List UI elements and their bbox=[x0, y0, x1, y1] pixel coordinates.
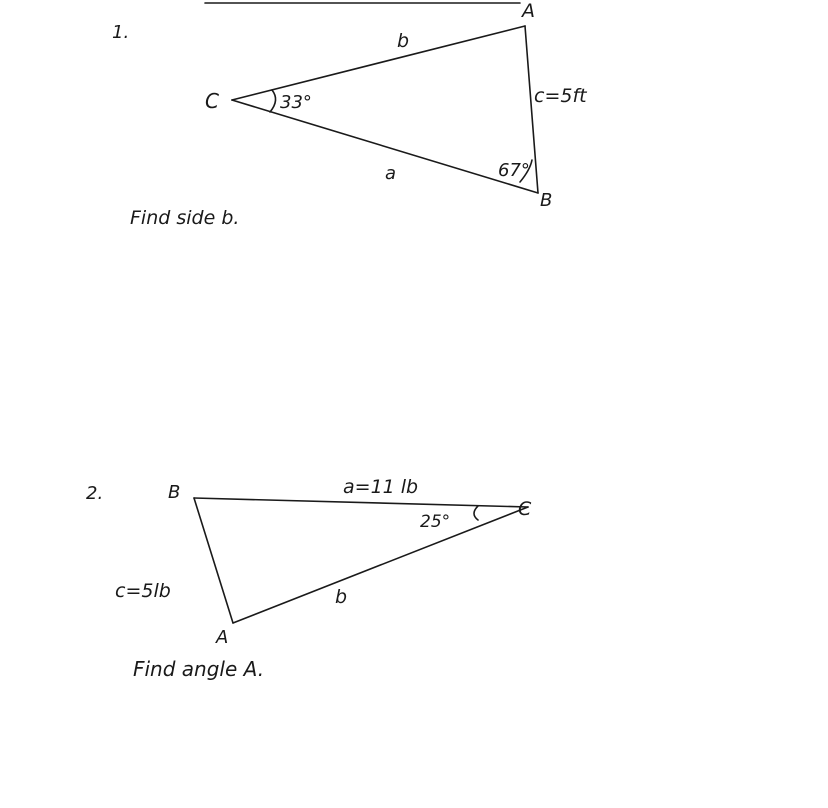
problem-2-number: 2. bbox=[86, 483, 104, 504]
problem-1-side-b-label: b bbox=[397, 30, 410, 52]
problem-2-vertex-a: A bbox=[216, 627, 229, 648]
problem-1-angle-b-label: 67° bbox=[498, 160, 530, 181]
problem-2 bbox=[86, 476, 532, 681]
problem-2-side-c-label: c=5lb bbox=[115, 580, 171, 602]
problem-2-side-c-line bbox=[194, 498, 233, 623]
problem-1-side-a-label: a bbox=[385, 163, 397, 184]
problem-2-side-b-label: b bbox=[335, 586, 348, 608]
problem-2-vertex-b: B bbox=[168, 482, 181, 503]
problem-1-vertex-a: A bbox=[522, 0, 535, 22]
problem-1-vertex-c: C bbox=[205, 89, 219, 113]
problem-1-angle-c-label: 33° bbox=[280, 92, 312, 113]
problem-1-prompt: Find side b. bbox=[130, 207, 240, 229]
problem-2-vertex-c: C bbox=[518, 498, 532, 520]
problem-1-angle-c-arc bbox=[270, 90, 276, 112]
problem-2-angle-c-arc bbox=[474, 506, 478, 520]
problem-1-vertex-b: B bbox=[540, 190, 553, 211]
problem-1-side-b-line bbox=[232, 26, 525, 100]
problem-2-side-b-line bbox=[233, 507, 528, 623]
problem-1-side-c-label: c=5ft bbox=[534, 85, 587, 107]
problem-1 bbox=[112, 0, 588, 229]
problem-1-number: 1. bbox=[112, 22, 130, 43]
problem-2-side-a-label: a=11 lb bbox=[343, 476, 419, 498]
problem-2-angle-c-label: 25° bbox=[420, 512, 451, 532]
problem-2-prompt: Find angle A. bbox=[133, 657, 265, 681]
